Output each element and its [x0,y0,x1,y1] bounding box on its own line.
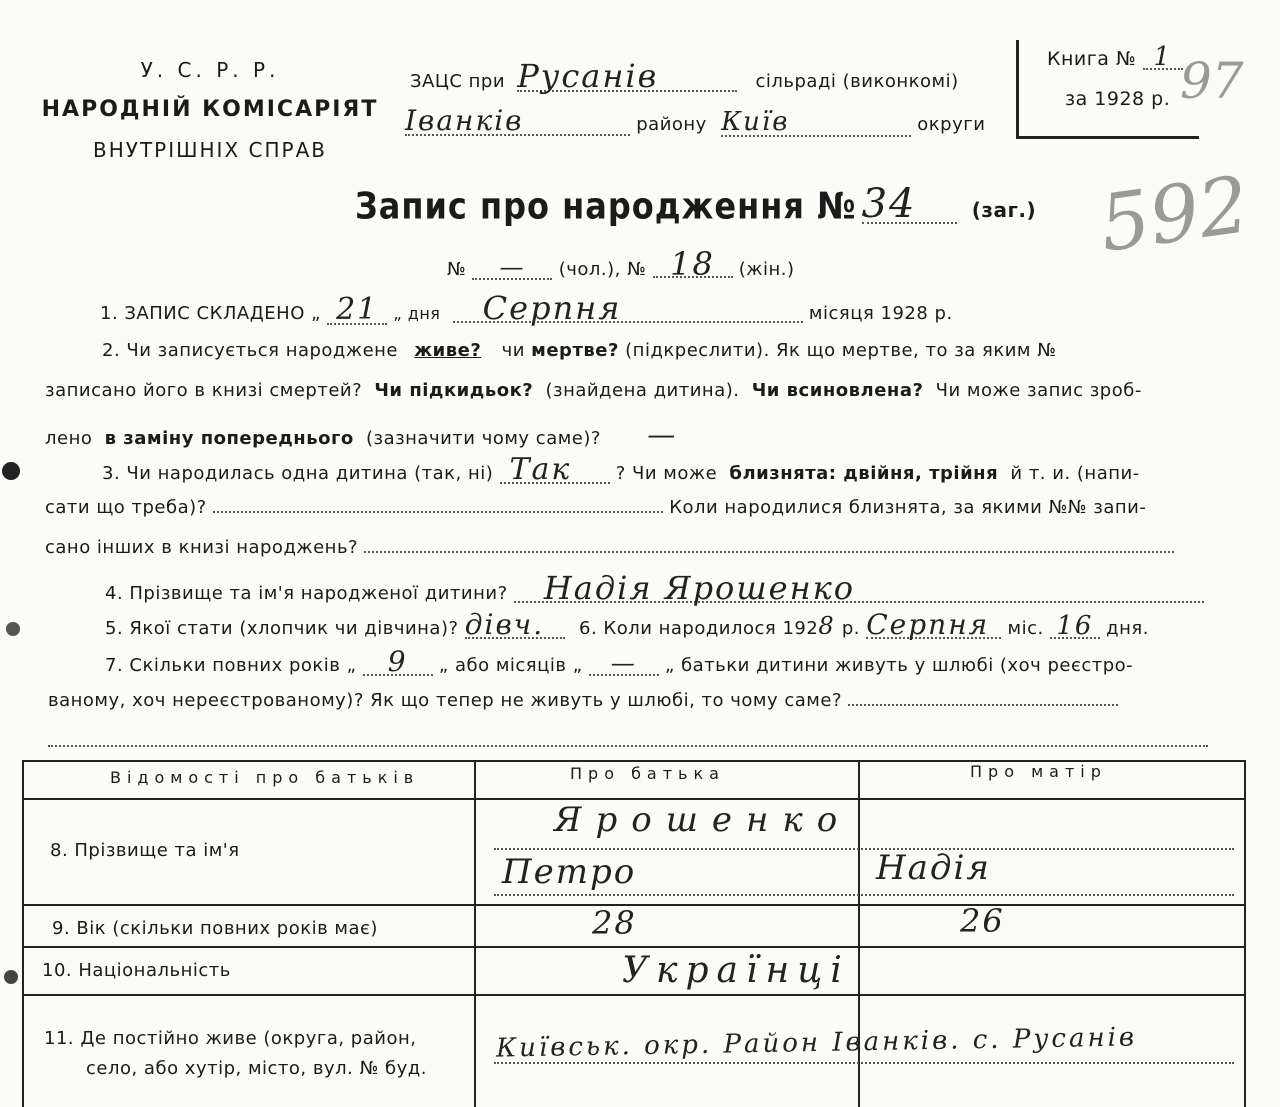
item-3-text-a: 3. Чи народилась одна дитина (так, ні) [102,463,494,484]
female-label: (жін.) [738,259,795,280]
father-name-value: Петро [502,852,637,892]
binder-hole-bottom [4,970,18,984]
nationality-value: Українці [622,950,850,991]
item-2-text-a: 2. Чи записується народжене [102,340,399,361]
commissariat-heading: НАРОДНІЙ КОМІСАРІЯТ [41,97,379,122]
mother-age-value: 26 [960,902,1005,940]
month-year-label: місяця 1928 р. [808,303,953,324]
usrr-heading: У. С. Р. Р. [140,58,280,82]
row-name-label: 8. Прізвище та ім'я [50,840,240,861]
parents-table [22,760,1246,1107]
foundling-label: Чи підкидьок? [374,380,534,401]
gender-count-line [447,245,795,283]
item-4 [105,569,1204,607]
twins-numbers-blank [364,551,1174,553]
village-council-label: сільраді (виконкомі) [755,71,959,92]
residence-value: Київськ. окр. Район Іванків. с. Русанів [495,1022,1138,1064]
table-header-mother: Про матір [970,762,1107,781]
book-number-value: 1 [1143,46,1183,70]
record-day-value: 21 [327,297,387,325]
mother-name-value: Надія [876,848,991,888]
adopted-label: Чи всиновлена? [751,380,924,401]
record-suffix: (заг.) [971,198,1037,222]
row-nationality-label: 10. Національність [42,960,231,981]
item-5-6 [105,608,1149,641]
item-2-answer: — [647,418,678,451]
item-2-text-b: чи [501,340,525,361]
row-residence-label-1: 11. Де постійно живе (округа, район, [44,1028,417,1049]
birth-month-value: Серпня [866,613,1001,639]
item-2-line-3 [45,418,677,451]
okruha-label: округи [917,114,986,135]
item-3-text-c: й т. и. (напи- [1010,463,1140,484]
internal-affairs-heading: ВНУТРІШНІХ СПРАВ [93,138,327,162]
row-residence-label-2: село, або хутір, місто, вул. № буд. [86,1058,427,1079]
item-7-line-2 [48,690,1118,711]
item-3-text-d: сати що треба)? [45,497,207,518]
okruha-value: Київ [721,109,911,137]
district-label: району [636,114,707,135]
record-title-line [355,181,1037,228]
single-child-answer: Так [500,458,610,484]
record-title: Запис про народження № [355,184,857,228]
book-number-line [1047,42,1183,72]
twins-label: близнята: двійня, трійня [729,463,999,484]
district-value: Іванків [405,108,630,136]
birth-date-label: 6. Коли народилося 192 [579,618,819,639]
book-year: за 1928 р. [1065,88,1171,110]
zags-prefix: ЗАЦС при [410,71,506,92]
pencil-number-592: 592 [1094,160,1255,270]
marriage-years-value: 9 [363,650,433,676]
male-number-value: — [472,256,552,280]
birth-year-suffix: р. [841,618,861,639]
item-2-text-h: (зазначити чому саме)? [365,428,601,449]
item-3-line-2 [45,497,1146,518]
birth-day-label: дня. [1106,618,1149,639]
child-name-label: 4. Прізвище та ім'я народженої дитини? [105,583,508,604]
father-age-value: 28 [592,904,637,942]
item-2-text-f: Чи може запис зроб- [935,380,1142,401]
book-box [1016,40,1199,139]
record-month-value: Серпня [453,295,803,323]
item-2-text-c: (підкреслити). Як що мертве, то за яким № [625,340,1057,361]
item-2-text-d: записано його в книзі смертей? [45,380,363,401]
marriage-months-value: — [589,652,659,676]
male-label: (чол.), № [558,259,647,280]
birth-month-label: міс. [1007,618,1044,639]
zags-village-value: Русанів [517,62,737,92]
birth-year-digit: 8 [818,612,836,640]
marriage-question-text: „ батьки дитини живуть у шлюбі (хоч реєстро- [665,655,1134,676]
binder-hole-top [2,462,20,480]
marriage-reason-blank [848,704,1118,706]
item-3-line-1 [102,452,1140,487]
parents-surname-value: Ярошенко [554,800,852,840]
dead-option: мертве? [531,340,619,361]
row-age-label: 9. Вік (скільки повних років має) [52,918,378,939]
alive-option: живе? [414,340,482,361]
item-1-label: 1. ЗАПИС СКЛАДЕНО „ [100,303,321,324]
zags-line [410,57,959,95]
item-7-line-3-blank [48,745,1208,747]
birth-day-value: 16 [1050,615,1100,639]
item-3-line-3 [45,537,1174,558]
book-label: Книга № [1047,48,1137,70]
marriage-months-label: „ або місяців „ [438,655,583,676]
twins-answer-blank [213,511,663,513]
item-3-text-e: Коли народилися близнята, за якими №№ запи- [669,497,1147,518]
item-3-text-f: сано інших в книзі народжень? [45,537,359,558]
binder-hole-middle [6,622,20,636]
child-name-value: Надія Ярошенко [514,575,1204,603]
item-2-text-g: лено [45,428,93,449]
item-3-text-b: ? Чи може [615,463,718,484]
instead-of-previous-label: в заміну попереднього [104,428,354,449]
table-header-father: Про батька [570,764,725,783]
child-sex-value: дівч. [465,613,565,639]
item-2-line-1 [102,340,1056,361]
issuer-header [40,50,380,170]
marriage-reason-label: ваному, хоч нереєстрованому)? Як що тепер не живуть у шлюбі, то чому саме? [48,690,843,711]
female-number-value: 18 [653,252,733,278]
pencil-number-97: 97 [1180,52,1244,110]
district-line [405,104,986,137]
male-number-label: № [447,259,467,280]
item-2-line-2 [45,380,1142,401]
child-sex-label: 5. Якої стати (хлопчик чи дівчина)? [105,618,459,639]
item-7-line-1 [105,645,1134,678]
day-label: „ дня [393,304,441,323]
item-2-text-e: (знайдена дитина). [545,380,740,401]
marriage-years-label: 7. Скільки повних років „ [105,655,357,676]
table-header-info: Відомості про батьків [110,768,420,787]
item-1 [100,289,953,327]
record-number-value: 34 [862,186,957,224]
